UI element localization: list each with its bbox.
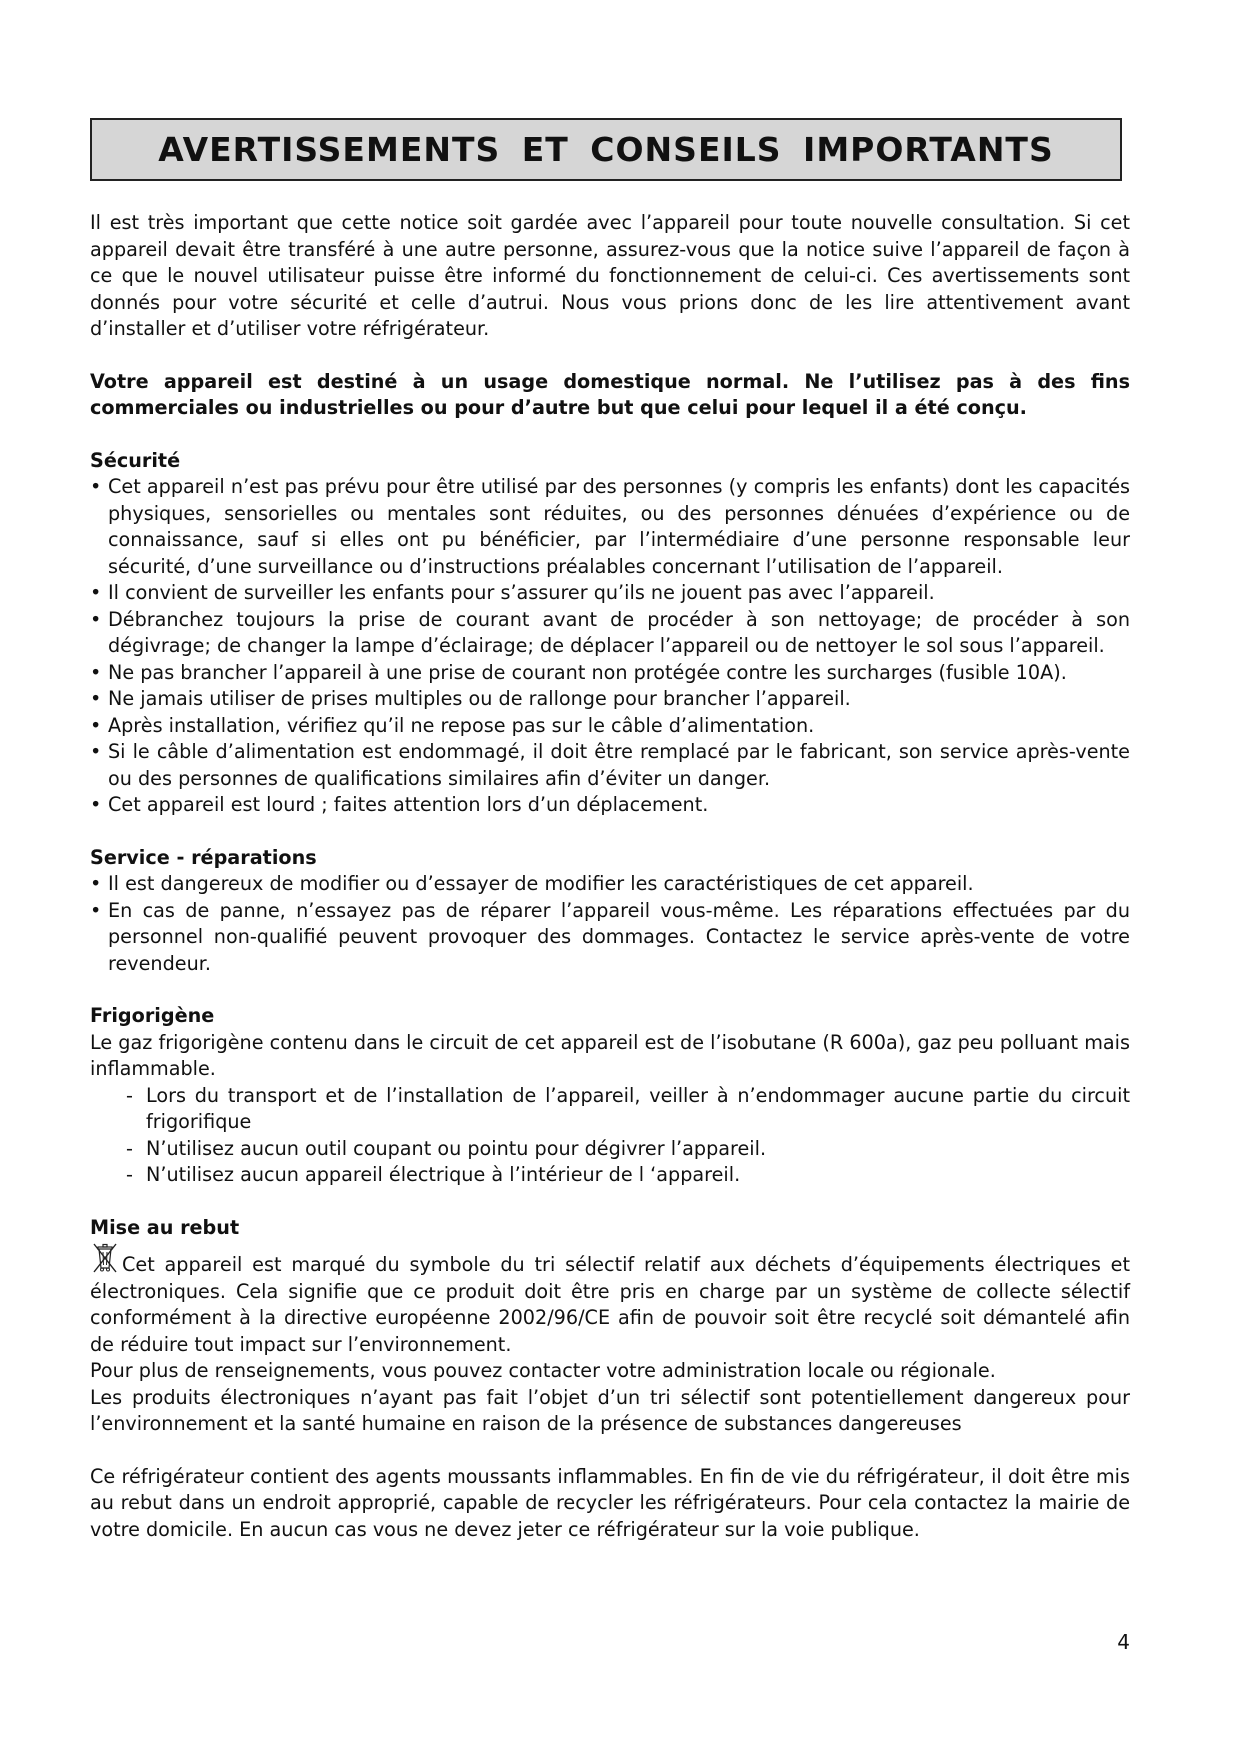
- usage-warning: Votre appareil est destiné à un usage domestique normal. Ne l’utilisez pas à des fins commerciales ou industrielles ou pour d’autre but que celui pour lequel il a été conçu.: [90, 369, 1130, 419]
- document-content: [90, 210, 1130, 1543]
- crossed-bin-icon: [90, 1241, 120, 1275]
- document-page: [90, 118, 1130, 1543]
- rebut-heading: Mise au rebut: [90, 1215, 240, 1239]
- rebut-paragraph-4: Ce réfrigérateur contient des agents moussants inflammables. En fin de vie du réfrigérateur, il doit être mis au rebut dans un endroit approprié, capable de recycler les réfrigérateurs. Pour cela contactez la mairie de votre domicile. En aucun cas vous ne devez jeter ce réfrigérateur sur la voie publique.: [90, 1464, 1130, 1541]
- list-item: - Lors du transport et de l’installation de l’appareil, veiller à n’endommager aucune partie du circuit frigorifique: [126, 1083, 1130, 1136]
- rebut-paragraph-3: Les produits électroniques n’ayant pas fait l’objet d’un tri sélectif sont potentiellement dangereux pour l’environnement et la santé humaine en raison de la présence de substances dangereuses: [90, 1385, 1130, 1435]
- service-heading: Service - réparations: [90, 845, 317, 869]
- title-box: [90, 118, 1122, 181]
- page-title: AVERTISSEMENTS ET CONSEILS IMPORTANTS: [158, 130, 1054, 169]
- service-list: [90, 871, 1130, 977]
- rebut-paragraph-2: Pour plus de renseignements, vous pouvez contacter votre administration locale ou régionale.: [90, 1359, 996, 1382]
- rebut-paragraph-1-text: Cet appareil est marqué du symbole du tri sélectif relatif aux déchets d’équipements électriques et électroniques. Cela signifie que ce produit doit être pris en charge par un système de collecte sélectif conformément à la directive européenne 2002/96/CE afin de pouvoir soit être recyclé soit démantelé afin de réduire tout impact sur l’environnement.: [90, 1253, 1130, 1356]
- frigorigene-list: [90, 1083, 1130, 1189]
- list-item: • Après installation, vérifiez qu’il ne repose pas sur le câble d’alimentation.: [90, 713, 1130, 740]
- list-item: • Cet appareil n’est pas prévu pour être utilisé par des personnes (y compris les enfants) dont les capacités physiques, sensorielles ou mentales sont réduites, ou des personnes dénuées d’expérience ou de connaissance, sauf si elles ont pu bénéficier, par l’intermédiaire d’une personne responsable leur sécurité, d’une surveillance ou d’instructions préalables concernant l’utilisation de l’appareil.: [90, 474, 1130, 580]
- list-item: • Il convient de surveiller les enfants pour s’assurer qu’ils ne jouent pas avec l’appareil.: [90, 580, 1130, 607]
- list-item: • En cas de panne, n’essayez pas de réparer l’appareil vous-même. Les réparations effectuées par du personnel non-qualifié peuvent provoquer des dommages. Contactez le service après-vente de votre revendeur.: [90, 898, 1130, 978]
- securite-heading: Sécurité: [90, 448, 181, 472]
- page-number: 4: [1117, 1630, 1130, 1654]
- list-item: - N’utilisez aucun outil coupant ou pointu pour dégivrer l’appareil.: [126, 1136, 1130, 1163]
- list-item: - N’utilisez aucun appareil électrique à l’intérieur de l ‘appareil.: [126, 1162, 1130, 1189]
- rebut-paragraph-1: [90, 1241, 1130, 1358]
- spacer: [90, 1438, 1130, 1464]
- frigorigene-text: Le gaz frigorigène contenu dans le circuit de cet appareil est de l’isobutane (R 600a), gaz peu polluant mais inflammable.: [90, 1030, 1130, 1080]
- list-item: • Il est dangereux de modifier ou d’essayer de modifier les caractéristiques de cet appareil.: [90, 871, 1130, 898]
- list-item: • Si le câble d’alimentation est endommagé, il doit être remplacé par le fabricant, son service après-vente ou des personnes de qualifications similaires afin d’éviter un danger.: [90, 739, 1130, 792]
- securite-list: [90, 474, 1130, 819]
- frigorigene-heading: Frigorigène: [90, 1004, 215, 1027]
- intro-paragraph: Il est très important que cette notice soit gardée avec l’appareil pour toute nouvelle consultation. Si cet appareil devait être transféré à une autre personne, assurez-vous que la notice suive l’appareil de façon à ce que le nouvel utilisateur puisse être informé du fonctionnement de celui-ci. Ces avertissements sont donnés pour votre sécurité et celle d’autrui. Nous vous prions donc de les lire attentivement avant d’installer et d’utiliser votre réfrigérateur.: [90, 211, 1130, 340]
- list-item: • Cet appareil est lourd ; faites attention lors d’un déplacement.: [90, 792, 1130, 819]
- list-item: • Ne jamais utiliser de prises multiples ou de rallonge pour brancher l’appareil.: [90, 686, 1130, 713]
- list-item: • Débranchez toujours la prise de courant avant de procéder à son nettoyage; de procéder à son dégivrage; de changer la lampe d’éclairage; de déplacer l’appareil ou de nettoyer le sol sous l’appareil.: [90, 607, 1130, 660]
- list-item: • Ne pas brancher l’appareil à une prise de courant non protégée contre les surcharges (fusible 10A).: [90, 660, 1130, 687]
